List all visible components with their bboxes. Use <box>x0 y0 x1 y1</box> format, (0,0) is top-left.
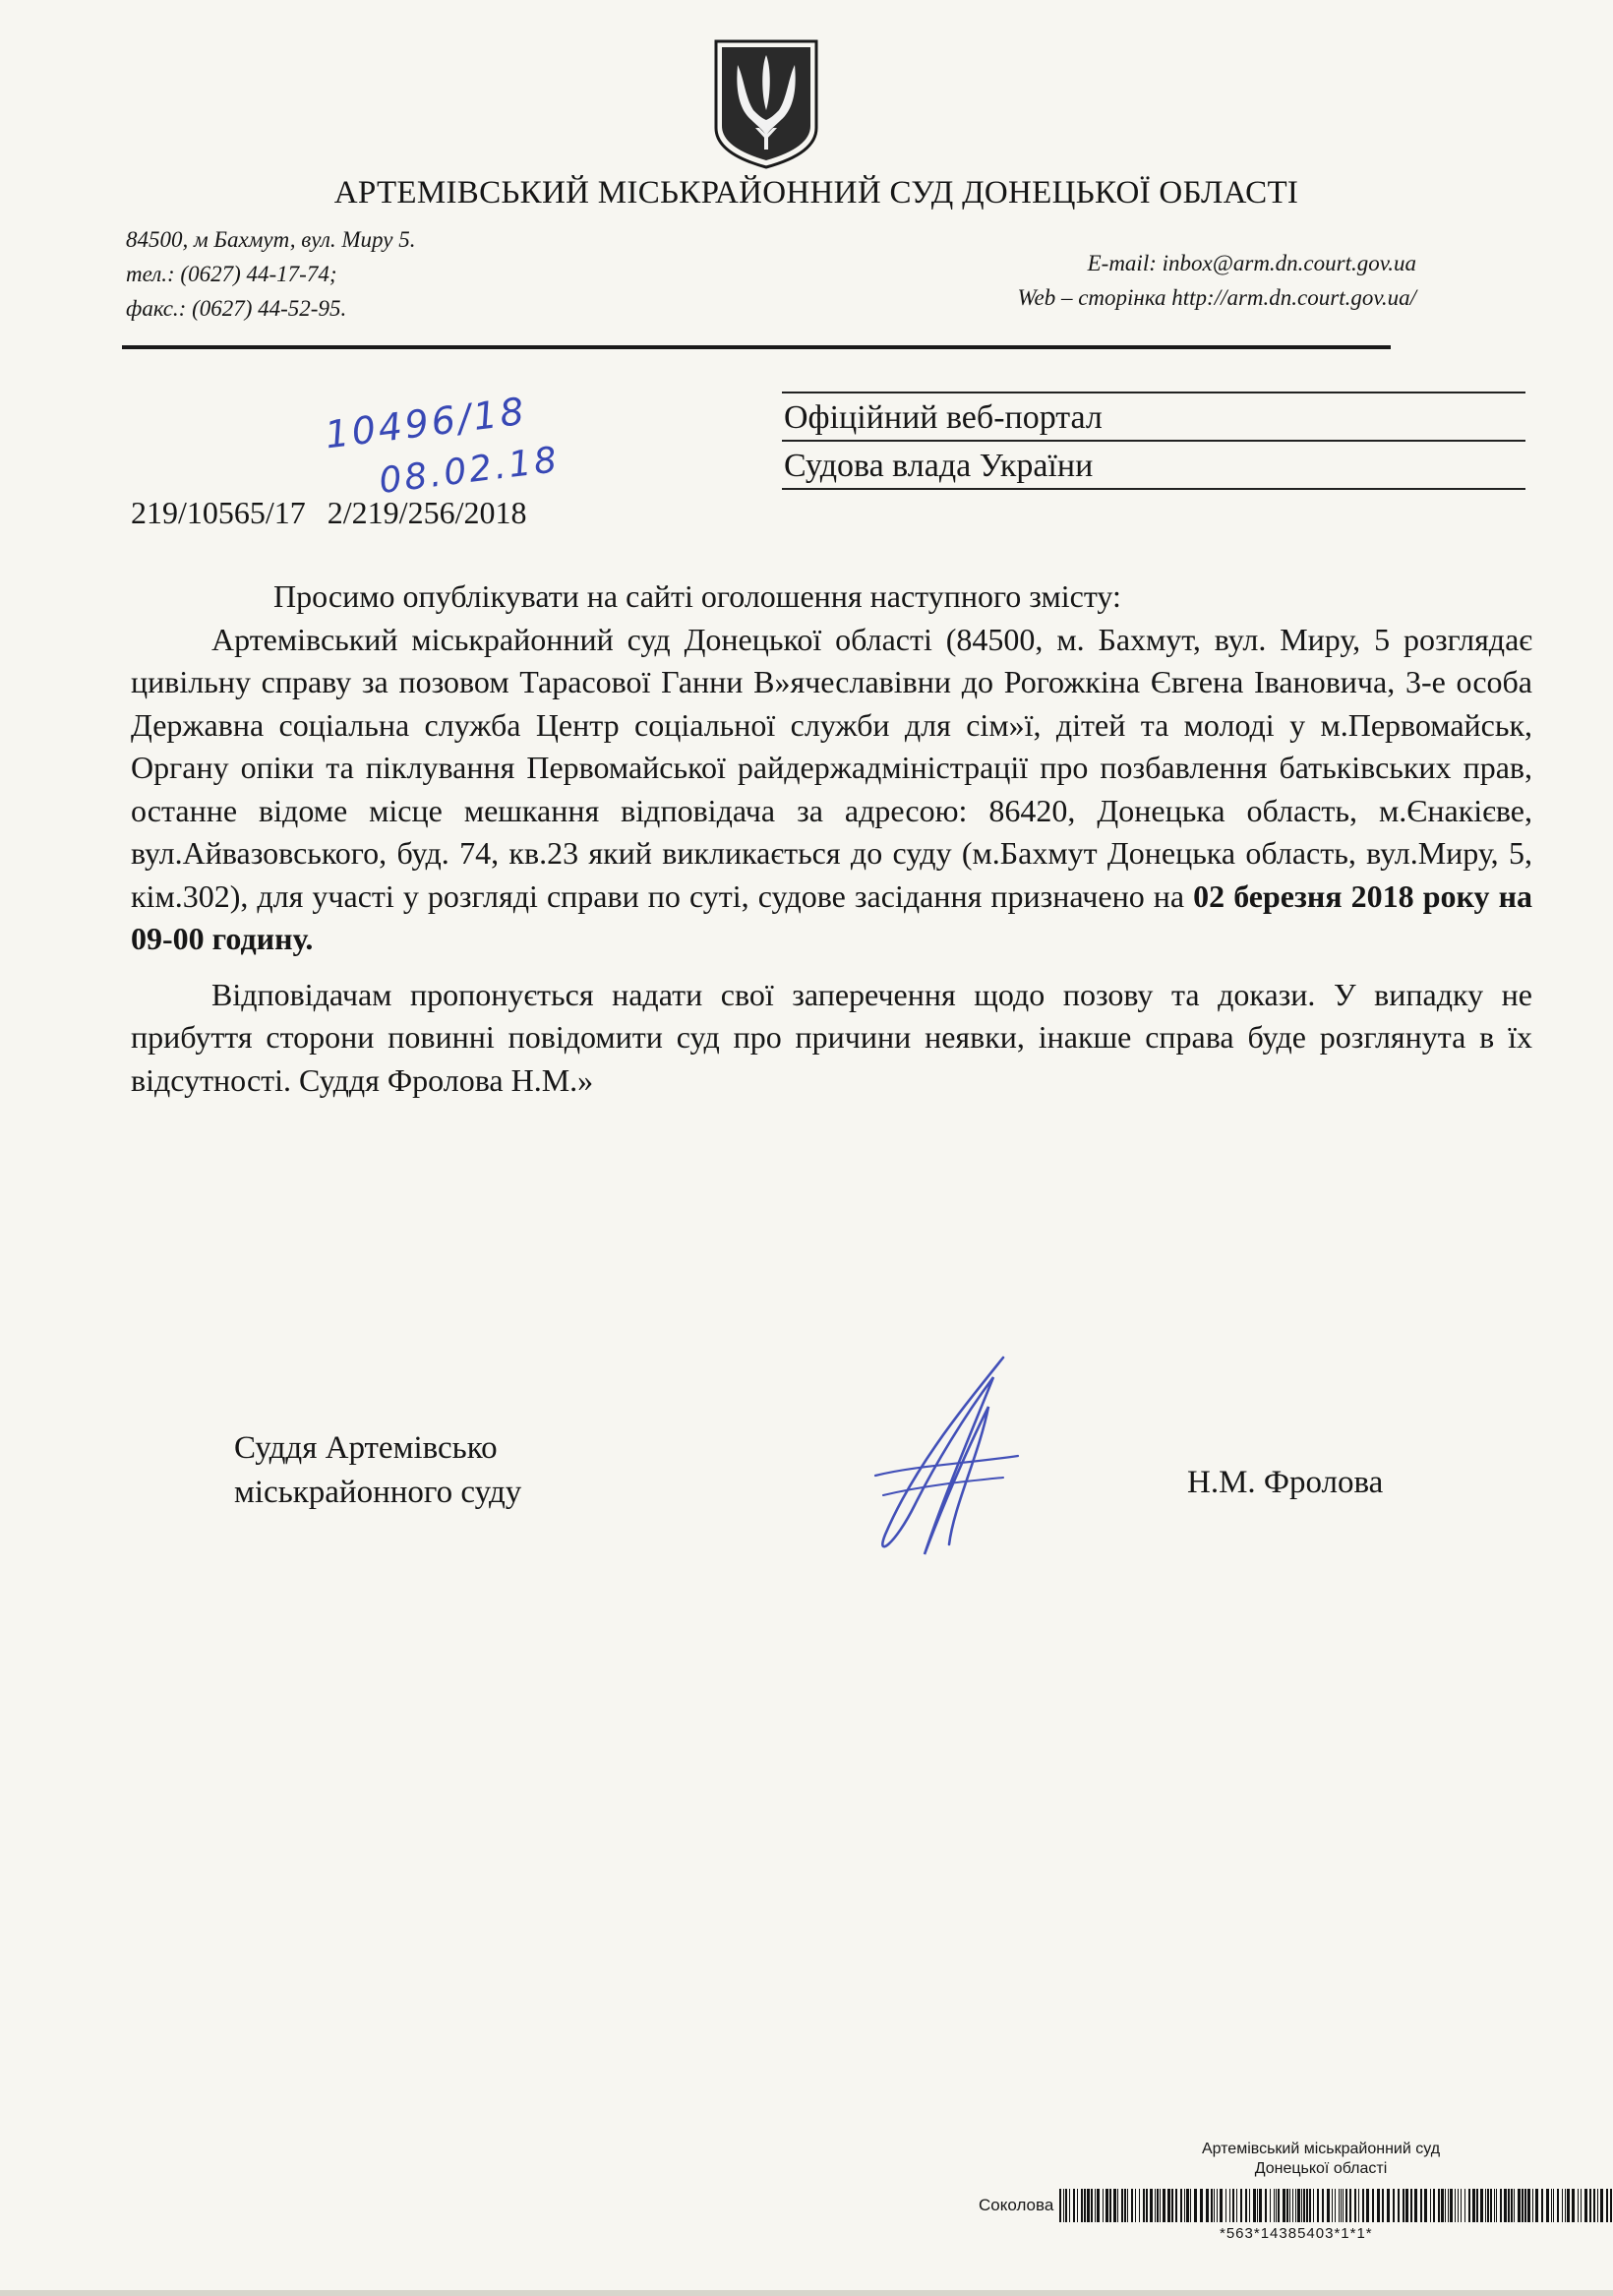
barcode-row <box>979 2186 1613 2225</box>
scan-edge <box>0 2290 1613 2296</box>
handwritten-reg-number: 10496/18 <box>323 389 529 457</box>
court-contacts-left <box>126 222 415 326</box>
court-phone: тел.: (0627) 44-17-74; <box>126 262 337 286</box>
paragraph-spacer <box>131 961 1532 974</box>
judge-title-line-2: міськрайонного суду <box>234 1475 522 1510</box>
judge-name: Н.М. Фролова <box>1187 1465 1384 1500</box>
recipient-rule <box>782 440 1525 442</box>
intro-line: Просимо опублікувати на сайті оголошення наступного змісту: <box>273 578 1121 614</box>
coat-of-arms-icon <box>712 37 820 170</box>
recipient-rule <box>782 488 1525 490</box>
signature-icon <box>856 1348 1033 1574</box>
respondent-notice: Відповідачам пропонується надати свої заперечення щодо позову та докази. У випадку не прибуття сторони повинні повідомити суд про причини неявки, інакше справа буде розглянута в їх відсутності. Суддя Фролова Н.М.» <box>131 976 1532 1098</box>
judge-title-line-1: Суддя Артемівсько <box>234 1430 498 1466</box>
letter-body <box>131 575 1532 1102</box>
barcode-number: *563*14385403*1*1* <box>1220 2225 1373 2242</box>
recipient-line-1: Офіційний веб-портал <box>784 399 1103 436</box>
court-address: 84500, м Бахмут, вул. Миру 5. <box>126 227 416 252</box>
judge-title <box>234 1426 521 1515</box>
registry-region: Донецької області <box>1254 2160 1388 2177</box>
recipient-line-2: Судова влада України <box>784 448 1094 484</box>
hearing-date: 02 березня 2018 року на 09-00 годину. <box>131 877 1533 956</box>
recipient-rule <box>782 392 1525 393</box>
court-email: E-mail: inbox@arm.dn.court.gov.ua <box>1087 251 1416 275</box>
clerk-name: Соколова <box>979 2196 1054 2214</box>
court-name: АРТЕМІВСЬКИЙ МІСЬКРАЙОННИЙ СУД ДОНЕЦЬКОЇ ОБЛАСТІ <box>333 175 1299 211</box>
announcement-paragraph <box>131 619 1532 961</box>
registry-stamp <box>1168 2140 1473 2179</box>
barcode-icon <box>1059 2189 1613 2222</box>
case-numbers: 219/10565/17 2/219/256/2018 <box>131 495 527 530</box>
court-fax: факс.: (0627) 44-52-95. <box>126 296 347 321</box>
registry-court-name: Артемівський міськрайонний суд <box>1201 2141 1441 2157</box>
announcement-text: Артемівський міськрайонний суд Донецької області (84500, м. Бахмут, вул. Миру, 5 розглядає цивільну справу за позовом Тарасової Ганни В»ячеславівни до Рогожкіна Євгена Івановича, 3-е особа Державна соціальна служба Центр соціальної служби для сім»ї, дітей та молоді у м.Первомайськ, Органу опіки та піклування Первомайської райдержадміністрації про позбавлення батьківських прав, останне відоме місце мешкання відповідача за адресою: 86420, Донецька область, м.Єнакієве, вул.Айвазовського, буд. 74, кв.23 який викликається до суду (м.Бахмут Донецька область, вул.Миру, 5, кім.302), для участі у розгляді справи по суті, судове засідання призначено на <box>131 621 1532 914</box>
recipient-block <box>782 392 1525 490</box>
letterhead-divider <box>122 345 1391 349</box>
court-contacts-right <box>1017 246 1416 315</box>
court-website: Web – сторінка http://arm.dn.court.gov.ua/ <box>1017 285 1416 310</box>
handwritten-date: 08.02.18 <box>377 439 563 503</box>
